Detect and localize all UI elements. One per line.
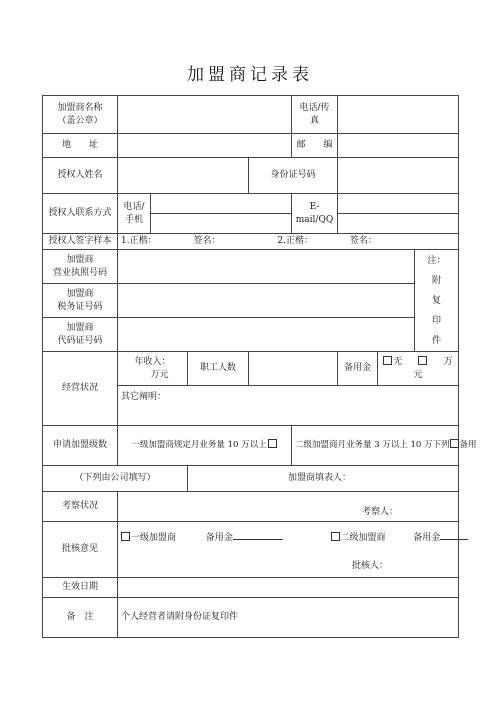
auth-name-label: 授权人姓名 bbox=[43, 158, 118, 194]
checkbox-icon[interactable] bbox=[450, 439, 459, 448]
phone-fax-label: 电话/传真 bbox=[292, 96, 338, 134]
page-title: 加盟商记录表 bbox=[187, 65, 313, 85]
franchisee-name-label: 加盟商名称 （盖公章） bbox=[43, 96, 118, 134]
signature-sample-label: 授权人签字样本 bbox=[43, 234, 118, 250]
reserve-fund-options[interactable]: 无 万元 bbox=[378, 352, 459, 386]
checkbox-icon[interactable] bbox=[418, 356, 427, 365]
tax-number-label: 加盟商 税务证号码 bbox=[43, 284, 118, 318]
reserve-fund-label: 备用金 bbox=[338, 352, 378, 386]
id-number-label: 身份证号码 bbox=[249, 158, 338, 194]
level-two-option[interactable]: 二级加盟商月业务量 3 万以上 10 万下列 备用 bbox=[292, 426, 459, 466]
business-license-label: 加盟商 营业执照号码 bbox=[43, 250, 118, 284]
staff-count-field[interactable] bbox=[249, 352, 338, 386]
staff-count-label: 职工人数 bbox=[188, 352, 249, 386]
remarks-field[interactable]: 个人经营者请附身份证复印件 bbox=[118, 598, 459, 638]
business-status-label: 经营状况 bbox=[43, 352, 118, 426]
franchise-record-form bbox=[42, 95, 477, 638]
tax-number-field[interactable] bbox=[118, 284, 415, 318]
phone-fax-field[interactable] bbox=[338, 96, 459, 134]
auth-name-field[interactable] bbox=[118, 158, 249, 194]
business-license-field[interactable] bbox=[118, 250, 415, 284]
checkbox-icon[interactable] bbox=[331, 532, 340, 541]
id-number-field[interactable] bbox=[338, 158, 459, 194]
franchisee-filler-field[interactable]: 加盟商填表人： bbox=[188, 466, 459, 492]
checkbox-icon[interactable] bbox=[383, 356, 392, 365]
auth-contact-label: 授权人联系方式 bbox=[43, 194, 118, 234]
tel-mobile-label: 电话/ 手机 bbox=[118, 194, 151, 234]
inspection-field[interactable]: 考察人： bbox=[118, 492, 459, 522]
approval-field[interactable]: 一级加盟商 备用金 二级加盟商 备用金 批核人： bbox=[118, 522, 459, 578]
effective-date-field[interactable] bbox=[118, 578, 459, 598]
email-qq-field[interactable] bbox=[338, 194, 459, 234]
address-label: 地 址 bbox=[43, 134, 118, 158]
org-code-label: 加盟商 代码证号码 bbox=[43, 318, 118, 352]
franchisee-name-field[interactable] bbox=[118, 96, 292, 134]
org-code-field[interactable] bbox=[118, 318, 415, 352]
postcode-field[interactable] bbox=[338, 134, 459, 158]
company-fill-note: （下列由公司填写） bbox=[43, 466, 188, 492]
checkbox-icon[interactable] bbox=[268, 439, 277, 448]
inspection-label: 考察状况 bbox=[43, 492, 118, 522]
postcode-label: 邮 编 bbox=[292, 134, 338, 158]
level-one-option[interactable]: 一级加盟商规定月业务量 10 万以上 bbox=[118, 426, 292, 466]
tel-mobile-field[interactable] bbox=[151, 194, 292, 234]
annual-income-field[interactable]: 年收入： 万元 bbox=[118, 352, 188, 386]
attachment-note: 注： 附 复 印 件 bbox=[415, 250, 459, 352]
apply-level-label: 申请加盟级数 bbox=[43, 426, 118, 466]
approval-label: 批核意见 bbox=[43, 522, 118, 578]
effective-date-label: 生效日期 bbox=[43, 578, 118, 598]
email-qq-label: E-mail/QQ bbox=[292, 194, 338, 234]
remarks-label: 备 注 bbox=[43, 598, 118, 638]
other-notes-field[interactable]: 其它阐明： bbox=[118, 386, 459, 426]
checkbox-icon[interactable] bbox=[121, 532, 130, 541]
address-field[interactable] bbox=[118, 134, 292, 158]
signature-sample-field[interactable]: 1.正楷： 签名： 2.正楷： 签名： bbox=[118, 234, 459, 250]
